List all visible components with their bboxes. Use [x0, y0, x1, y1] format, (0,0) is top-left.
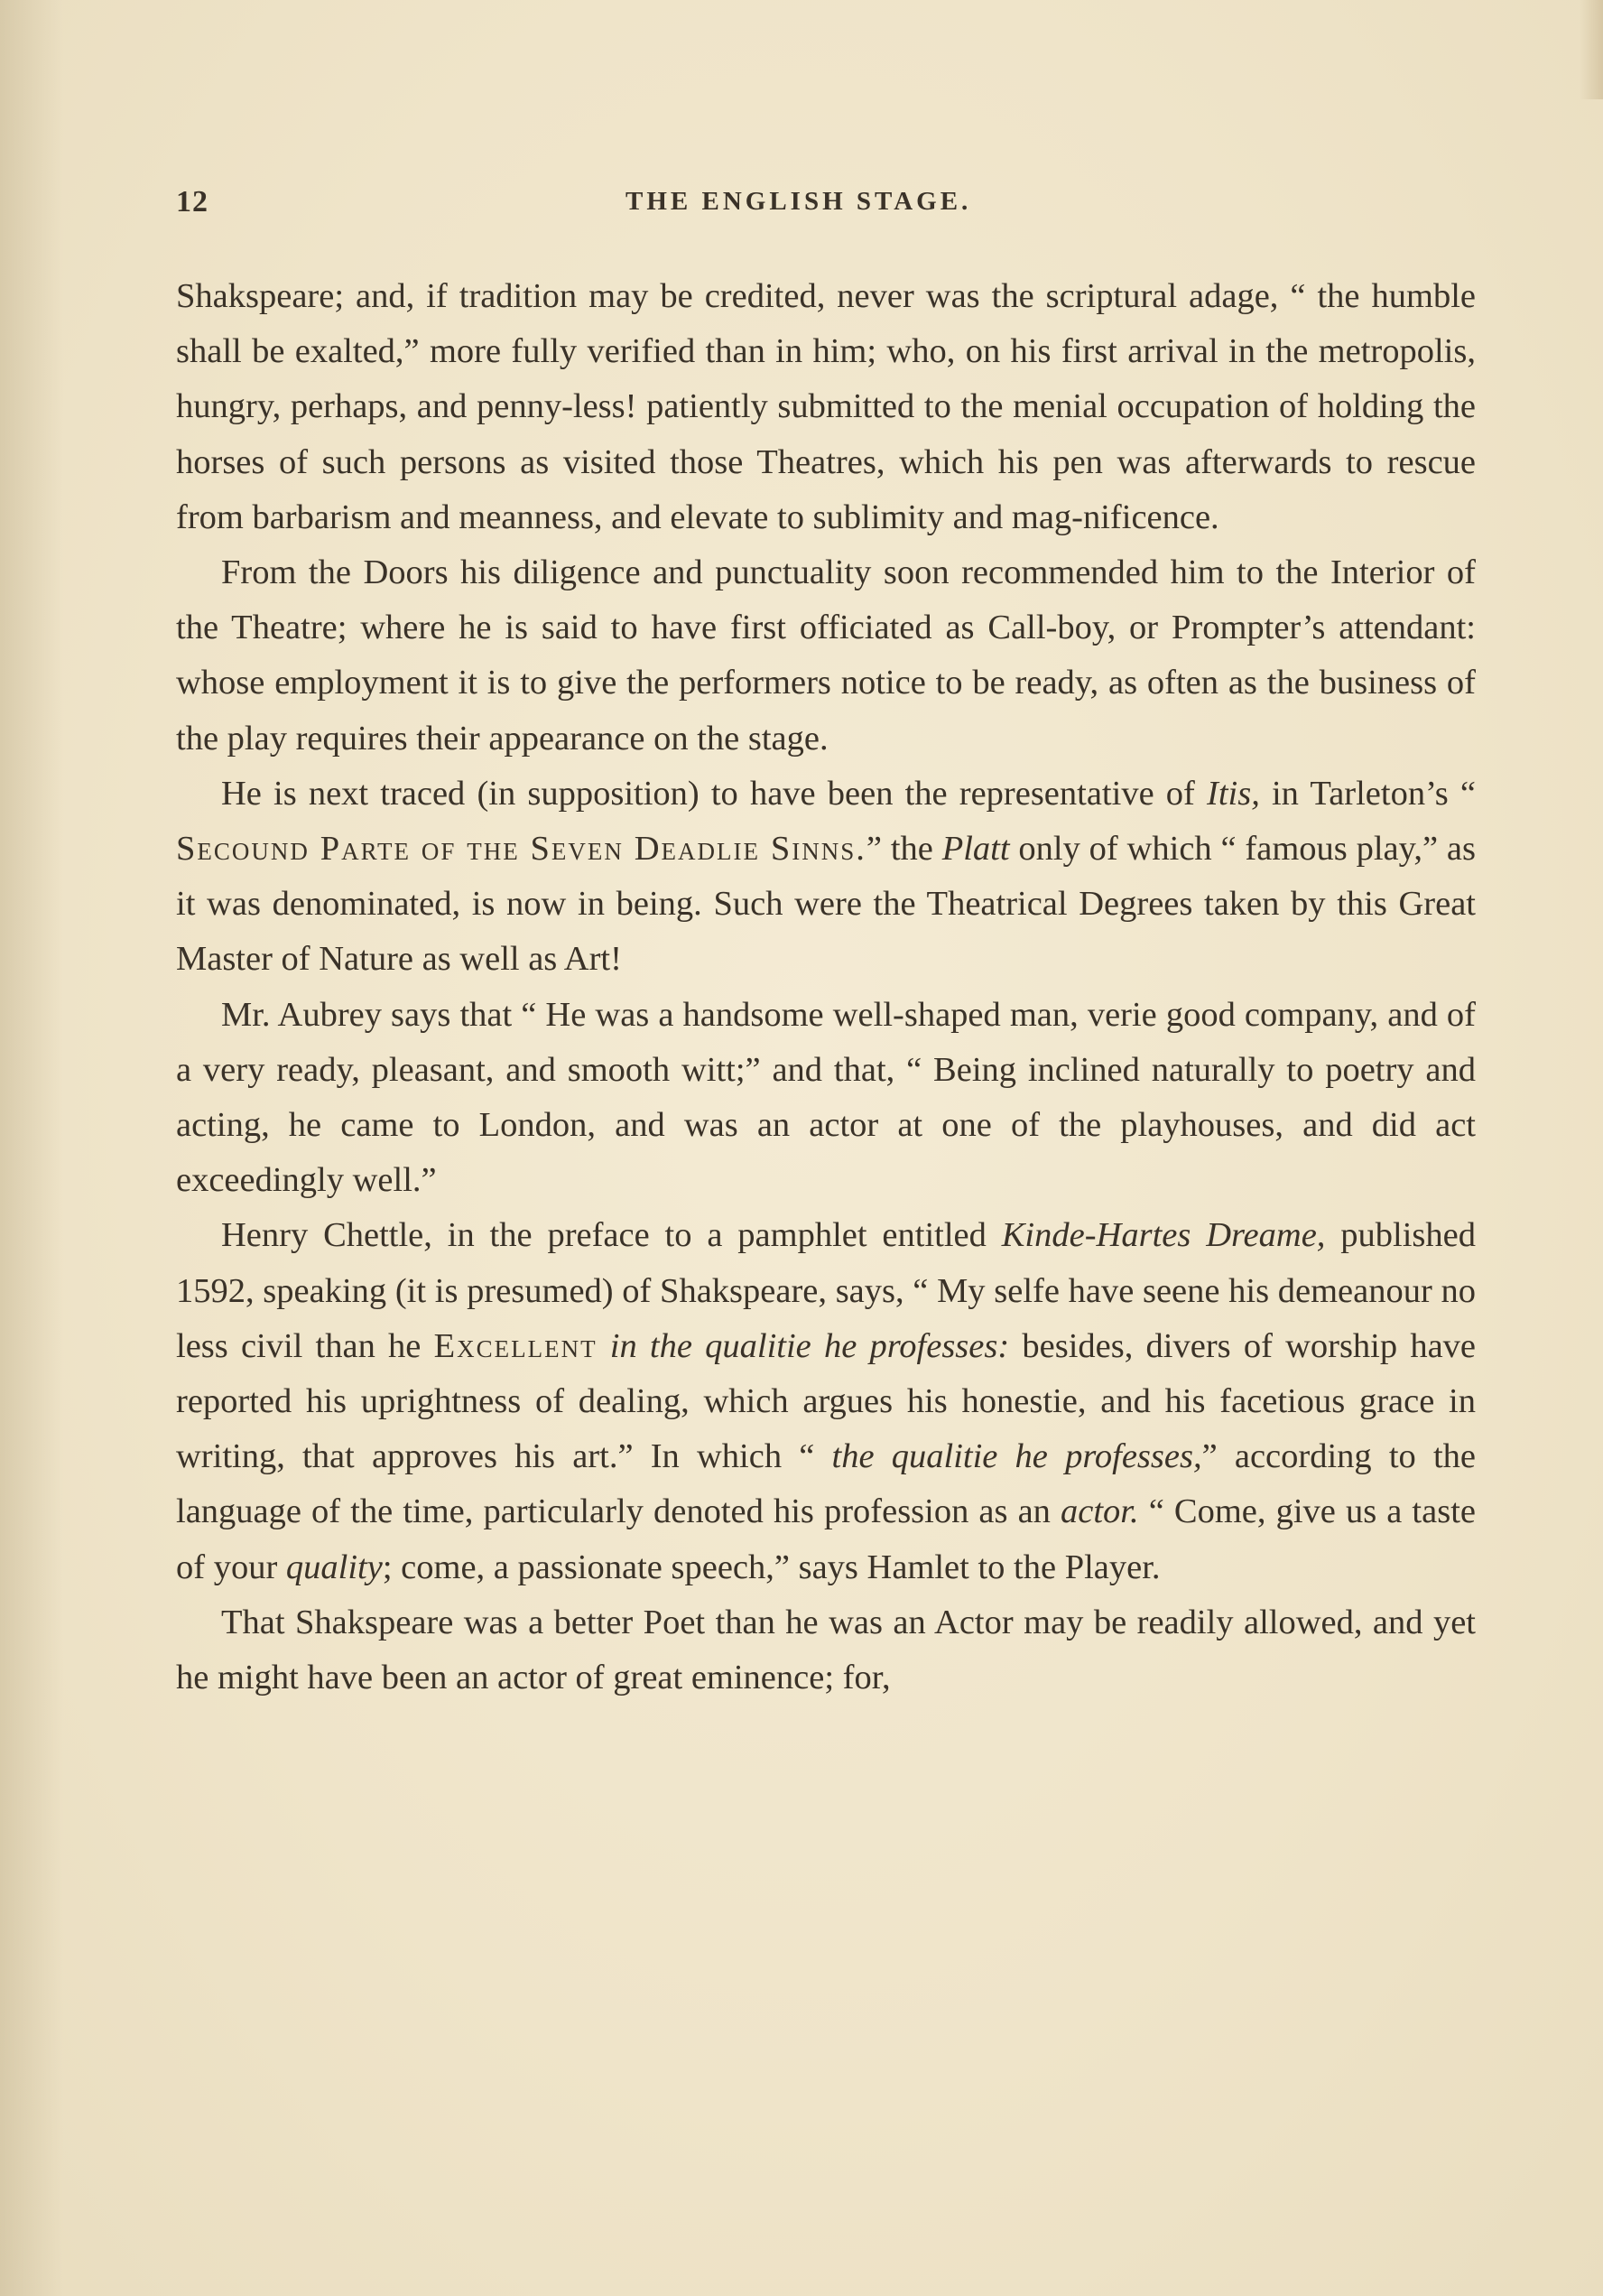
paragraph-5	[176, 1208, 1476, 1594]
paragraph-2	[176, 545, 1476, 767]
italic-actor: actor.	[1061, 1492, 1139, 1531]
paragraph-3-text-b: in Tarleton’s “	[1259, 774, 1476, 813]
running-head	[176, 185, 1477, 230]
play-title-small-caps: Secound Parte of the Seven Deadlie Sinns.	[176, 830, 866, 869]
italic-qualitie-quote: the qualitie he professes,	[831, 1437, 1202, 1476]
running-title: THE ENGLISH STAGE.	[625, 187, 972, 216]
page-gutter-shadow	[0, 0, 63, 2296]
paragraph-5-text-c: besides, divers of worship have reported his uprightness of dealing, which argues his honestie, and his facetious grace in writing, that approves his art.” In which “	[176, 1326, 1476, 1476]
paragraph-3-text-c: ” the	[866, 830, 942, 869]
italic-itis: Itis,	[1207, 774, 1260, 813]
italic-qualitie-phrase: in the qualitie he professes:	[597, 1326, 1010, 1365]
italic-platt: Platt	[941, 830, 1010, 869]
paragraph-5-text-e: “ Come, give us a taste of your	[176, 1492, 1476, 1586]
paragraph-3-text-a: He is next traced (in supposition) to have been the representative of	[221, 774, 1208, 813]
italic-pamphlet-title: Kinde-Hartes Dreame,	[1001, 1216, 1326, 1255]
paragraph-1	[176, 269, 1476, 545]
paragraph-6	[176, 1595, 1476, 1706]
paragraph-4-text: Mr. Aubrey says that “ He was a handsome well-shaped man, verie good company, and of a very ready, pleasant, and smooth witt;” and that, “ Being inclined naturally to poetry and acting, he came to London, and was an actor at one of the playhouses, and did act exceedingly well.”	[176, 995, 1476, 1200]
paragraph-6-text: That Shakspeare was a better Poet than he was an Actor may be readily allowed, and yet he might have been an actor of great eminence; for,	[176, 1603, 1476, 1697]
page-number: 12	[176, 185, 208, 218]
paragraph-5-text-f: ; come, a passionate speech,” says Hamlet to the Player.	[382, 1548, 1161, 1586]
paragraph-3	[176, 767, 1476, 988]
paragraph-1-text: Shakspeare; and, if tradition may be credited, never was the scriptural adage, “ the humble shall be exalted,” more fully verified than in him; who, on his first arrival in the metropolis, hungry, perhaps, and penny-less! patiently submitted to the menial occupation of holding the horses of such persons as visited those Theatres, which his pen was afterwards to rescue from barbarism and meanness, and elevate to sublimity and mag-nificence.	[176, 277, 1476, 536]
paragraph-4	[176, 988, 1476, 1209]
page-edge-shadow	[1580, 0, 1603, 99]
excellent-small-caps: Excellent	[433, 1326, 598, 1365]
paragraph-5-text-b: published 1592, speaking (it is presumed) of Shakspeare, says, “ My selfe have seene his demeanour no less civil than he	[176, 1216, 1476, 1365]
paragraph-5-text-a: Henry Chettle, in the preface to a pamphlet entitled	[221, 1216, 1002, 1255]
paragraph-5-text-d: ” according to the language of the time, particularly denoted his profession as an	[176, 1437, 1477, 1531]
italic-quality: quality	[285, 1548, 383, 1586]
paragraph-2-text: From the Doors his diligence and punctuality soon recommended him to the Interior of the Theatre; where he is said to have first officiated as Call-boy, or Prompter’s attendant: whose employment it is to give the performers notice to be ready, as often as the business of the play requires their appearance on the stage.	[176, 553, 1476, 758]
body-text	[176, 269, 1476, 1706]
paragraph-3-text-d: only of which “ famous play,” as it was denominated, is now in being. Such were the Theatrical Degrees taken by this Great Master of Nature as well as Art!	[176, 830, 1476, 979]
